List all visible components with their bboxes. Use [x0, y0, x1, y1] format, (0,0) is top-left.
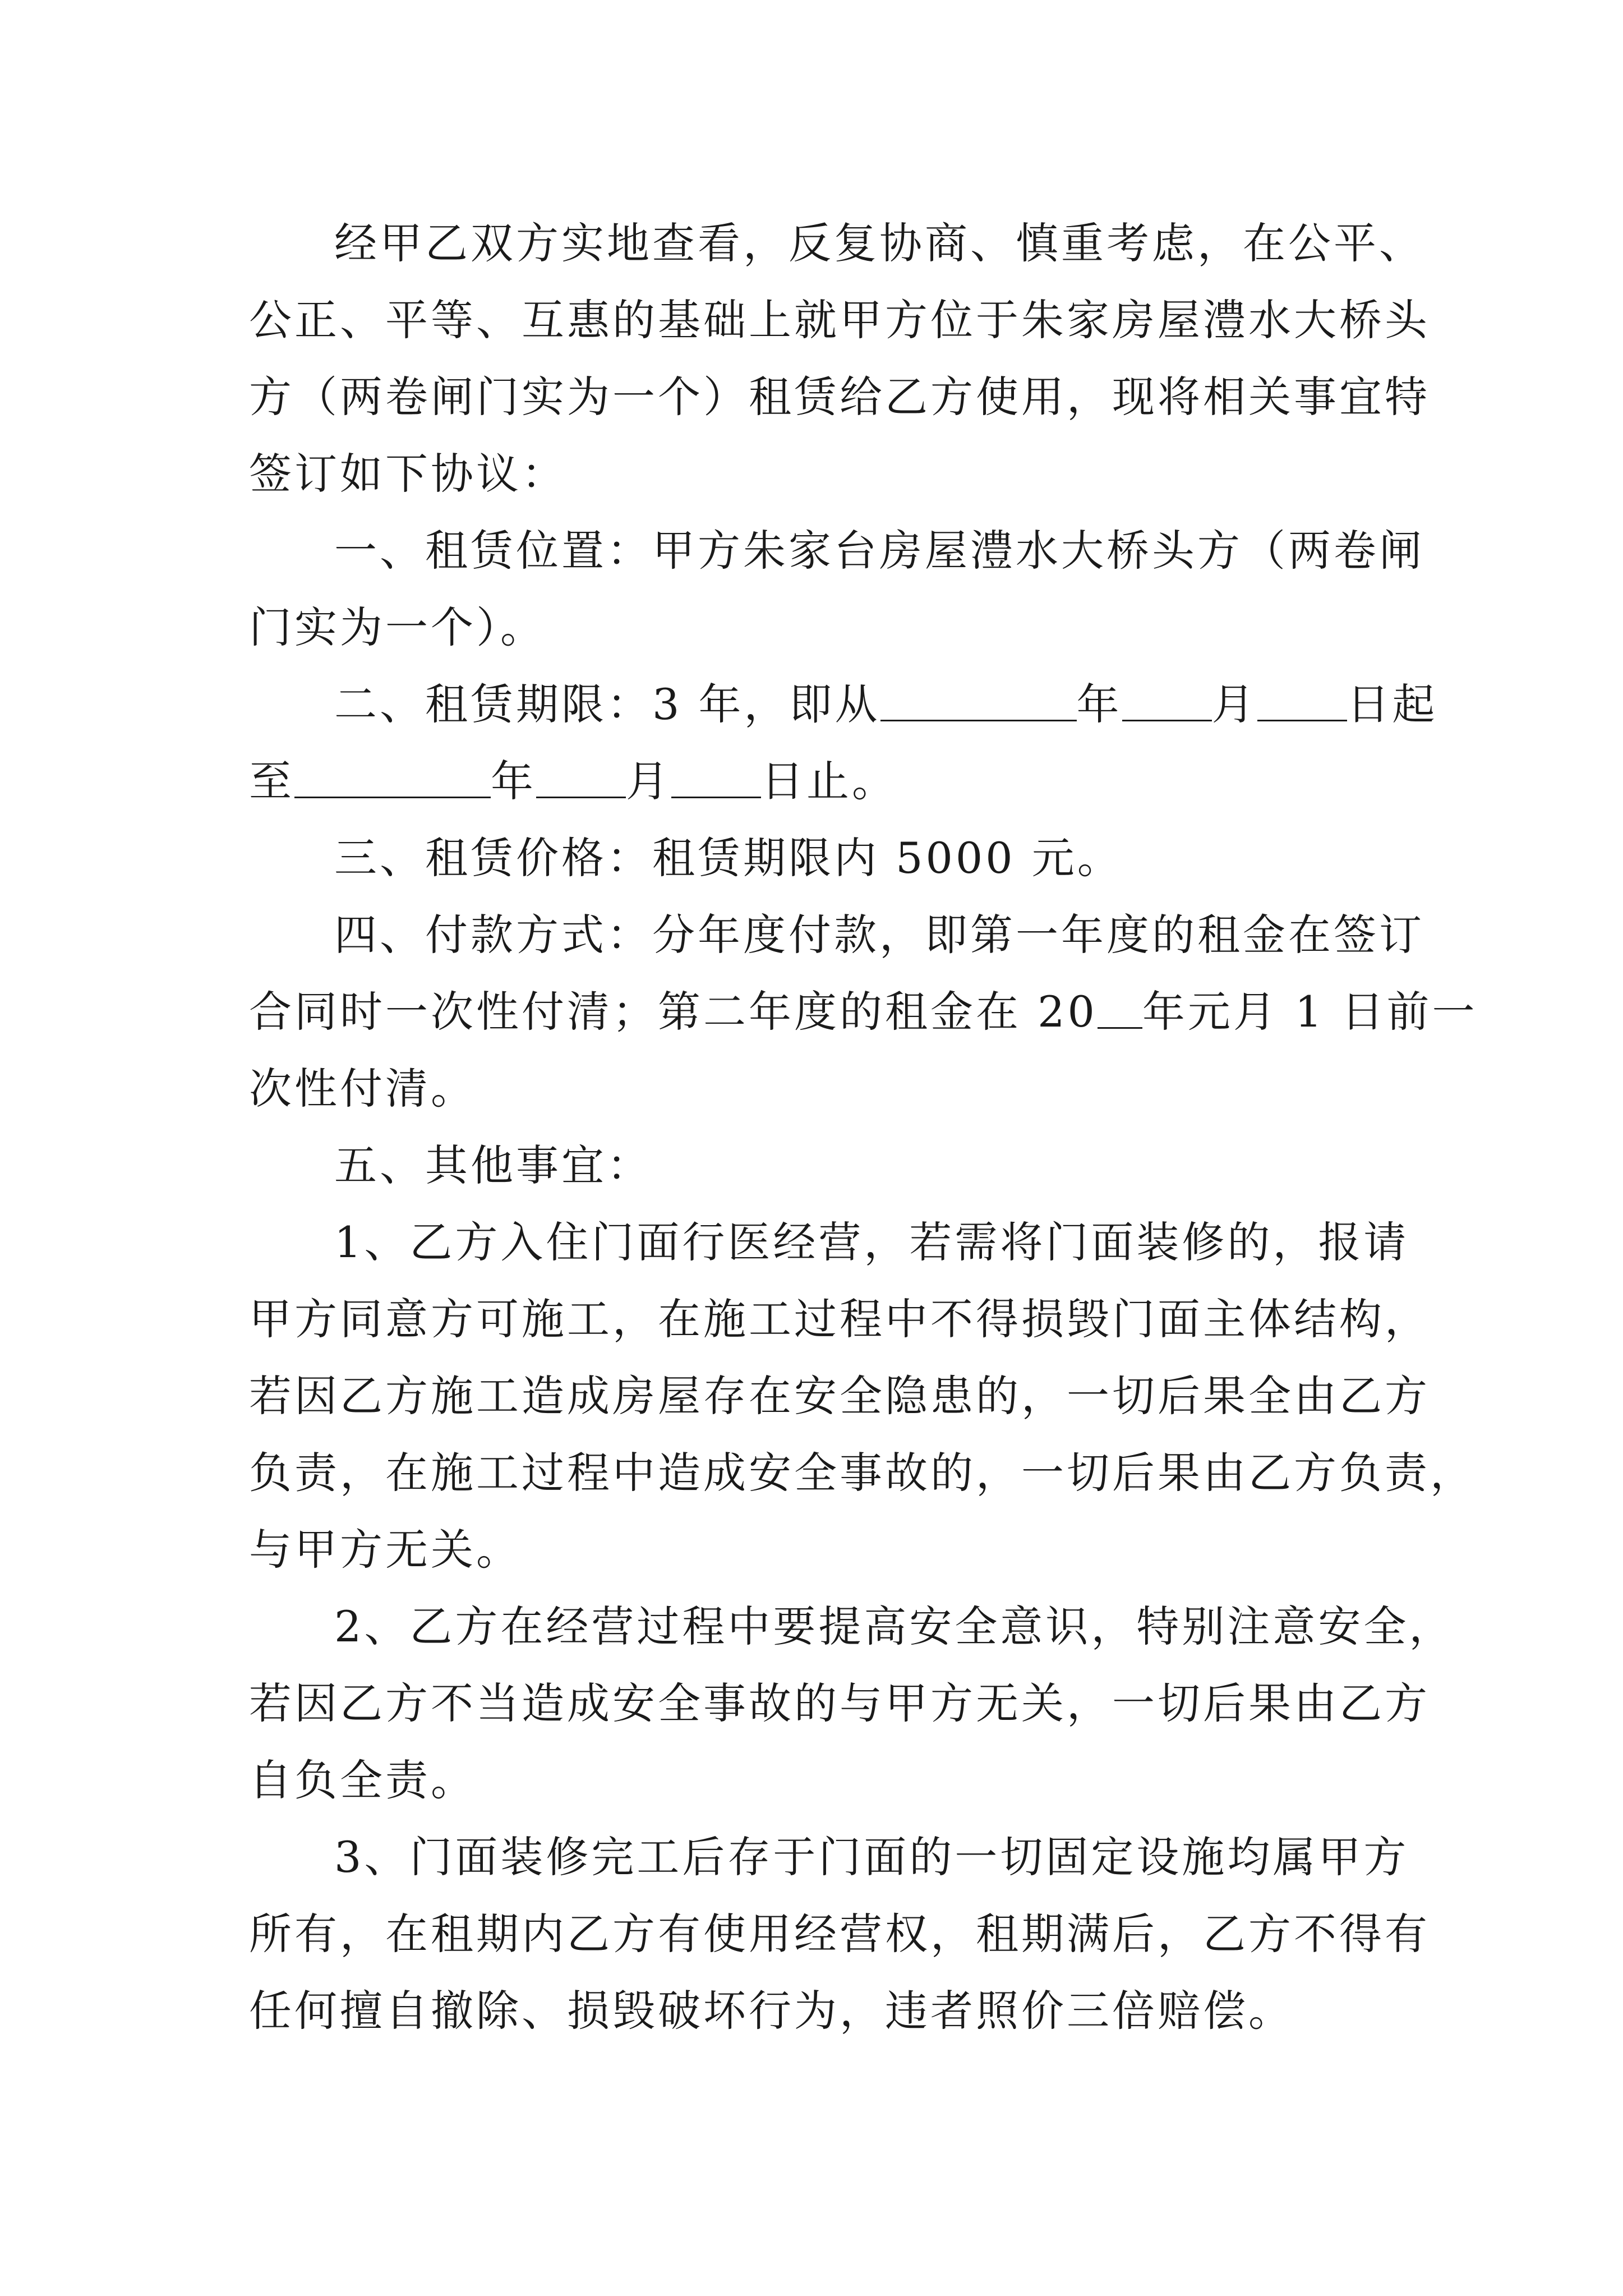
payment-text-b: 年元月 1 日前一 [1142, 987, 1478, 1037]
clause-line: 三、租赁价格：租赁期限内 5000 元。 [334, 833, 1123, 883]
year-label: 年 [1076, 679, 1122, 729]
clause-line: 一、租赁位置：甲方朱家台房屋澧水大桥头方（两卷闸 [334, 526, 1424, 576]
item-renovation [249, 1204, 1476, 1588]
clause-heading: 五、其他事宜： [334, 1140, 652, 1190]
to-label: 至 [249, 756, 294, 806]
end-year-blank[interactable] [294, 757, 491, 798]
item-line: 任何擅自撤除、损毁破坏行为，违者照价三倍赔偿。 [249, 1986, 1294, 2036]
clause-lease-term [249, 666, 1438, 820]
clause-payment-method [249, 896, 1478, 1127]
item-line: 若因乙方施工造成房屋存在安全隐患的，一切后果全由乙方 [249, 1371, 1430, 1421]
clause-lease-price [249, 820, 1390, 896]
item-safety [249, 1588, 1455, 1819]
intro-paragraph [249, 205, 1430, 512]
clause-line: 次性付清。 [249, 1064, 476, 1114]
item-line: 若因乙方不当造成安全事故的与甲方无关，一切后果由乙方 [249, 1678, 1430, 1728]
item-line: 2、乙方在经营过程中要提高安全意识，特别注意安全， [334, 1602, 1455, 1651]
start-day-blank[interactable] [1257, 680, 1347, 721]
end-day-blank[interactable] [671, 757, 761, 798]
month-label: 月 [626, 756, 671, 806]
clause-lease-location [249, 512, 1424, 666]
term-prefix: 二、租赁期限：3 年，即从 [334, 679, 880, 729]
intro-line: 方（两卷闸门实为一个）租赁给乙方使用，现将相关事宜特 [249, 372, 1430, 422]
day-label: 日止。 [761, 756, 897, 806]
clause-line [249, 743, 1390, 820]
item-line: 与甲方无关。 [249, 1525, 522, 1575]
intro-line: 签订如下协议： [249, 449, 567, 499]
intro-line: 经甲乙双方实地查看，反复协商、慎重考虑，在公平、 [334, 218, 1424, 268]
item-line: 3、门面装修完工后存于门面的一切固定设施均属甲方 [334, 1832, 1409, 1882]
item-line: 甲方同意方可施工，在施工过程中不得损毁门面主体结构， [249, 1294, 1430, 1344]
payment-text-a: 合同时一次性付清；第二年度的租金在 20 [249, 987, 1098, 1037]
item-fixtures [249, 1819, 1430, 2049]
payment-year-blank[interactable] [1098, 988, 1142, 1029]
item-line: 自负全责。 [249, 1755, 476, 1805]
end-month-blank[interactable] [536, 757, 626, 798]
clause-line [249, 973, 1478, 1050]
clause-line: 门实为一个）。 [249, 602, 546, 652]
item-line: 负责，在施工过程中造成安全事故的，一切后果由乙方负责， [249, 1448, 1476, 1498]
intro-line: 公正、平等、互惠的基础上就甲方位于朱家房屋澧水大桥头 [249, 295, 1430, 345]
clause-line [249, 666, 1438, 743]
item-line: 所有，在租期内乙方有使用经营权，租期满后，乙方不得有 [249, 1909, 1430, 1959]
document-body [249, 205, 1478, 2049]
clause-other-matters [249, 1127, 1390, 1204]
year-label: 年 [491, 756, 536, 806]
start-year-blank[interactable] [880, 680, 1077, 721]
item-line: 1、乙方入住门面行医经营，若需将门面装修的，报请 [334, 1217, 1409, 1267]
day-label: 日起 [1347, 679, 1438, 729]
start-month-blank[interactable] [1122, 680, 1212, 721]
clause-line: 四、付款方式：分年度付款，即第一年度的租金在签订 [334, 910, 1424, 960]
month-label: 月 [1211, 679, 1257, 729]
